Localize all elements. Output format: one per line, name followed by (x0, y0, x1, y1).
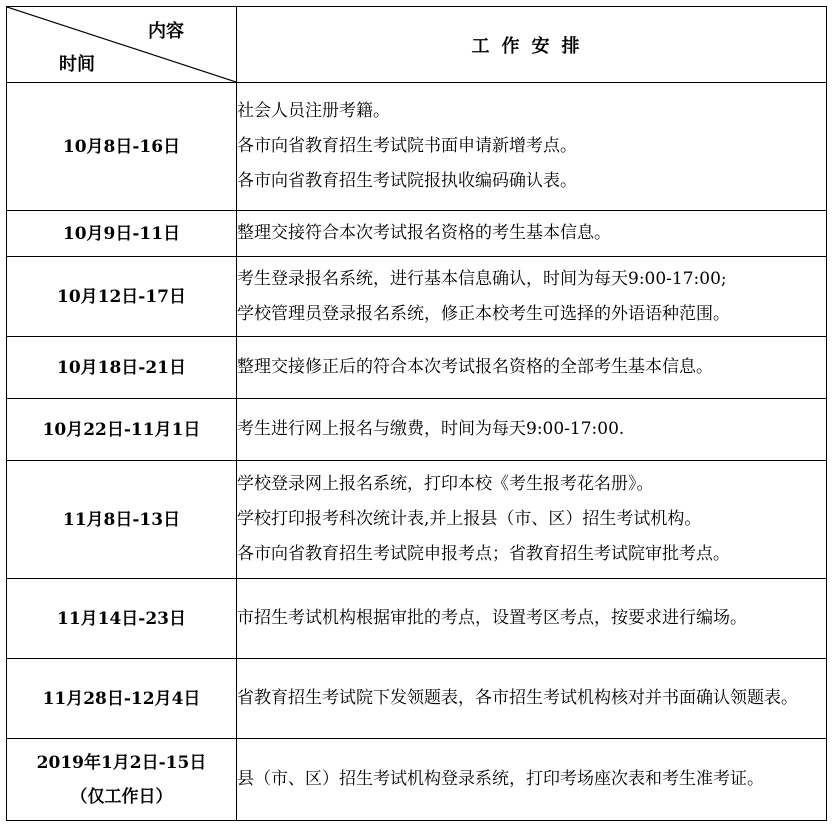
table-row (7, 399, 827, 461)
diagonal-divider (7, 7, 236, 82)
time-cell: 11月28日-12月4日 (7, 659, 237, 739)
work-item: 省教育招生考试院下发领题表，各市招生考试机构核对并书面确认领题表。 (237, 688, 798, 708)
time-cell: 10月9日-11日 (7, 211, 237, 257)
time-cell: 10月12日-17日 (7, 257, 237, 337)
work-item: 考生进行网上报名与缴费，时间为每天9:00-17:00. (237, 419, 625, 439)
table-row (7, 659, 827, 739)
work-item: 整理交接修正后的符合本次考试报名资格的全部考生基本信息。 (237, 357, 713, 377)
header-content-label: 内容 (148, 21, 184, 42)
time-cell: 11月8日-13日 (7, 461, 237, 579)
time-text: 2019年1月2日-15日 (36, 752, 207, 773)
schedule-table (6, 6, 827, 821)
work-item: 学校登录网上报名系统，打印本校《考生报考花名册》。 (237, 474, 654, 494)
work-item: 学校打印报考科次统计表,并上报县（市、区）招生考试机构。 (237, 509, 702, 529)
work-item: 各市向省教育招生考试院报执收编码确认表。 (237, 171, 577, 191)
work-item: 县（市、区）招生考试机构登录系统，打印考场座次表和考生准考证。 (237, 769, 764, 789)
header-time-label: 时间 (59, 54, 95, 75)
time-cell: 10月8日-16日 (7, 83, 237, 211)
table-row (7, 83, 827, 211)
time-cell: 11月14日-23日 (7, 579, 237, 659)
work-item: 整理交接符合本次考试报名资格的考生基本信息。 (237, 223, 611, 243)
work-item: 考生登录报名系统，进行基本信息确认，时间为每天9:00-17:00; (237, 268, 727, 289)
time-cell: 10月18日-21日 (7, 337, 237, 399)
work-item: 各市向省教育招生考试院书面申请新增考点。 (237, 136, 577, 156)
time-cell: 10月22日-11月1日 (7, 399, 237, 461)
table-row (7, 461, 827, 579)
header-row (7, 7, 827, 83)
work-cell (237, 211, 827, 257)
time-note: （仅工作日） (70, 786, 173, 807)
work-item: 学校管理员登录报名系统，修正本校考生可选择的外语语种范围。 (237, 303, 730, 324)
work-item: 市招生考试机构根据审批的考点，设置考区考点，按要求进行编场。 (237, 608, 747, 628)
table-row (7, 579, 827, 659)
table-row (7, 739, 827, 821)
work-cell (237, 659, 827, 739)
work-cell (237, 739, 827, 821)
diagonal-header-cell (7, 7, 237, 83)
work-cell (237, 461, 827, 579)
work-cell (237, 83, 827, 211)
work-cell (237, 257, 827, 337)
table-row (7, 257, 827, 337)
work-item: 社会人员注册考籍。 (237, 101, 390, 121)
table-row (7, 211, 827, 257)
work-cell (237, 579, 827, 659)
work-cell (237, 337, 827, 399)
table-row (7, 337, 827, 399)
work-cell (237, 399, 827, 461)
time-cell (7, 739, 237, 821)
work-item: 各市向省教育招生考试院申报考点；省教育招生考试院审批考点。 (237, 544, 730, 564)
header-work-label: 工作安排 (237, 7, 827, 83)
